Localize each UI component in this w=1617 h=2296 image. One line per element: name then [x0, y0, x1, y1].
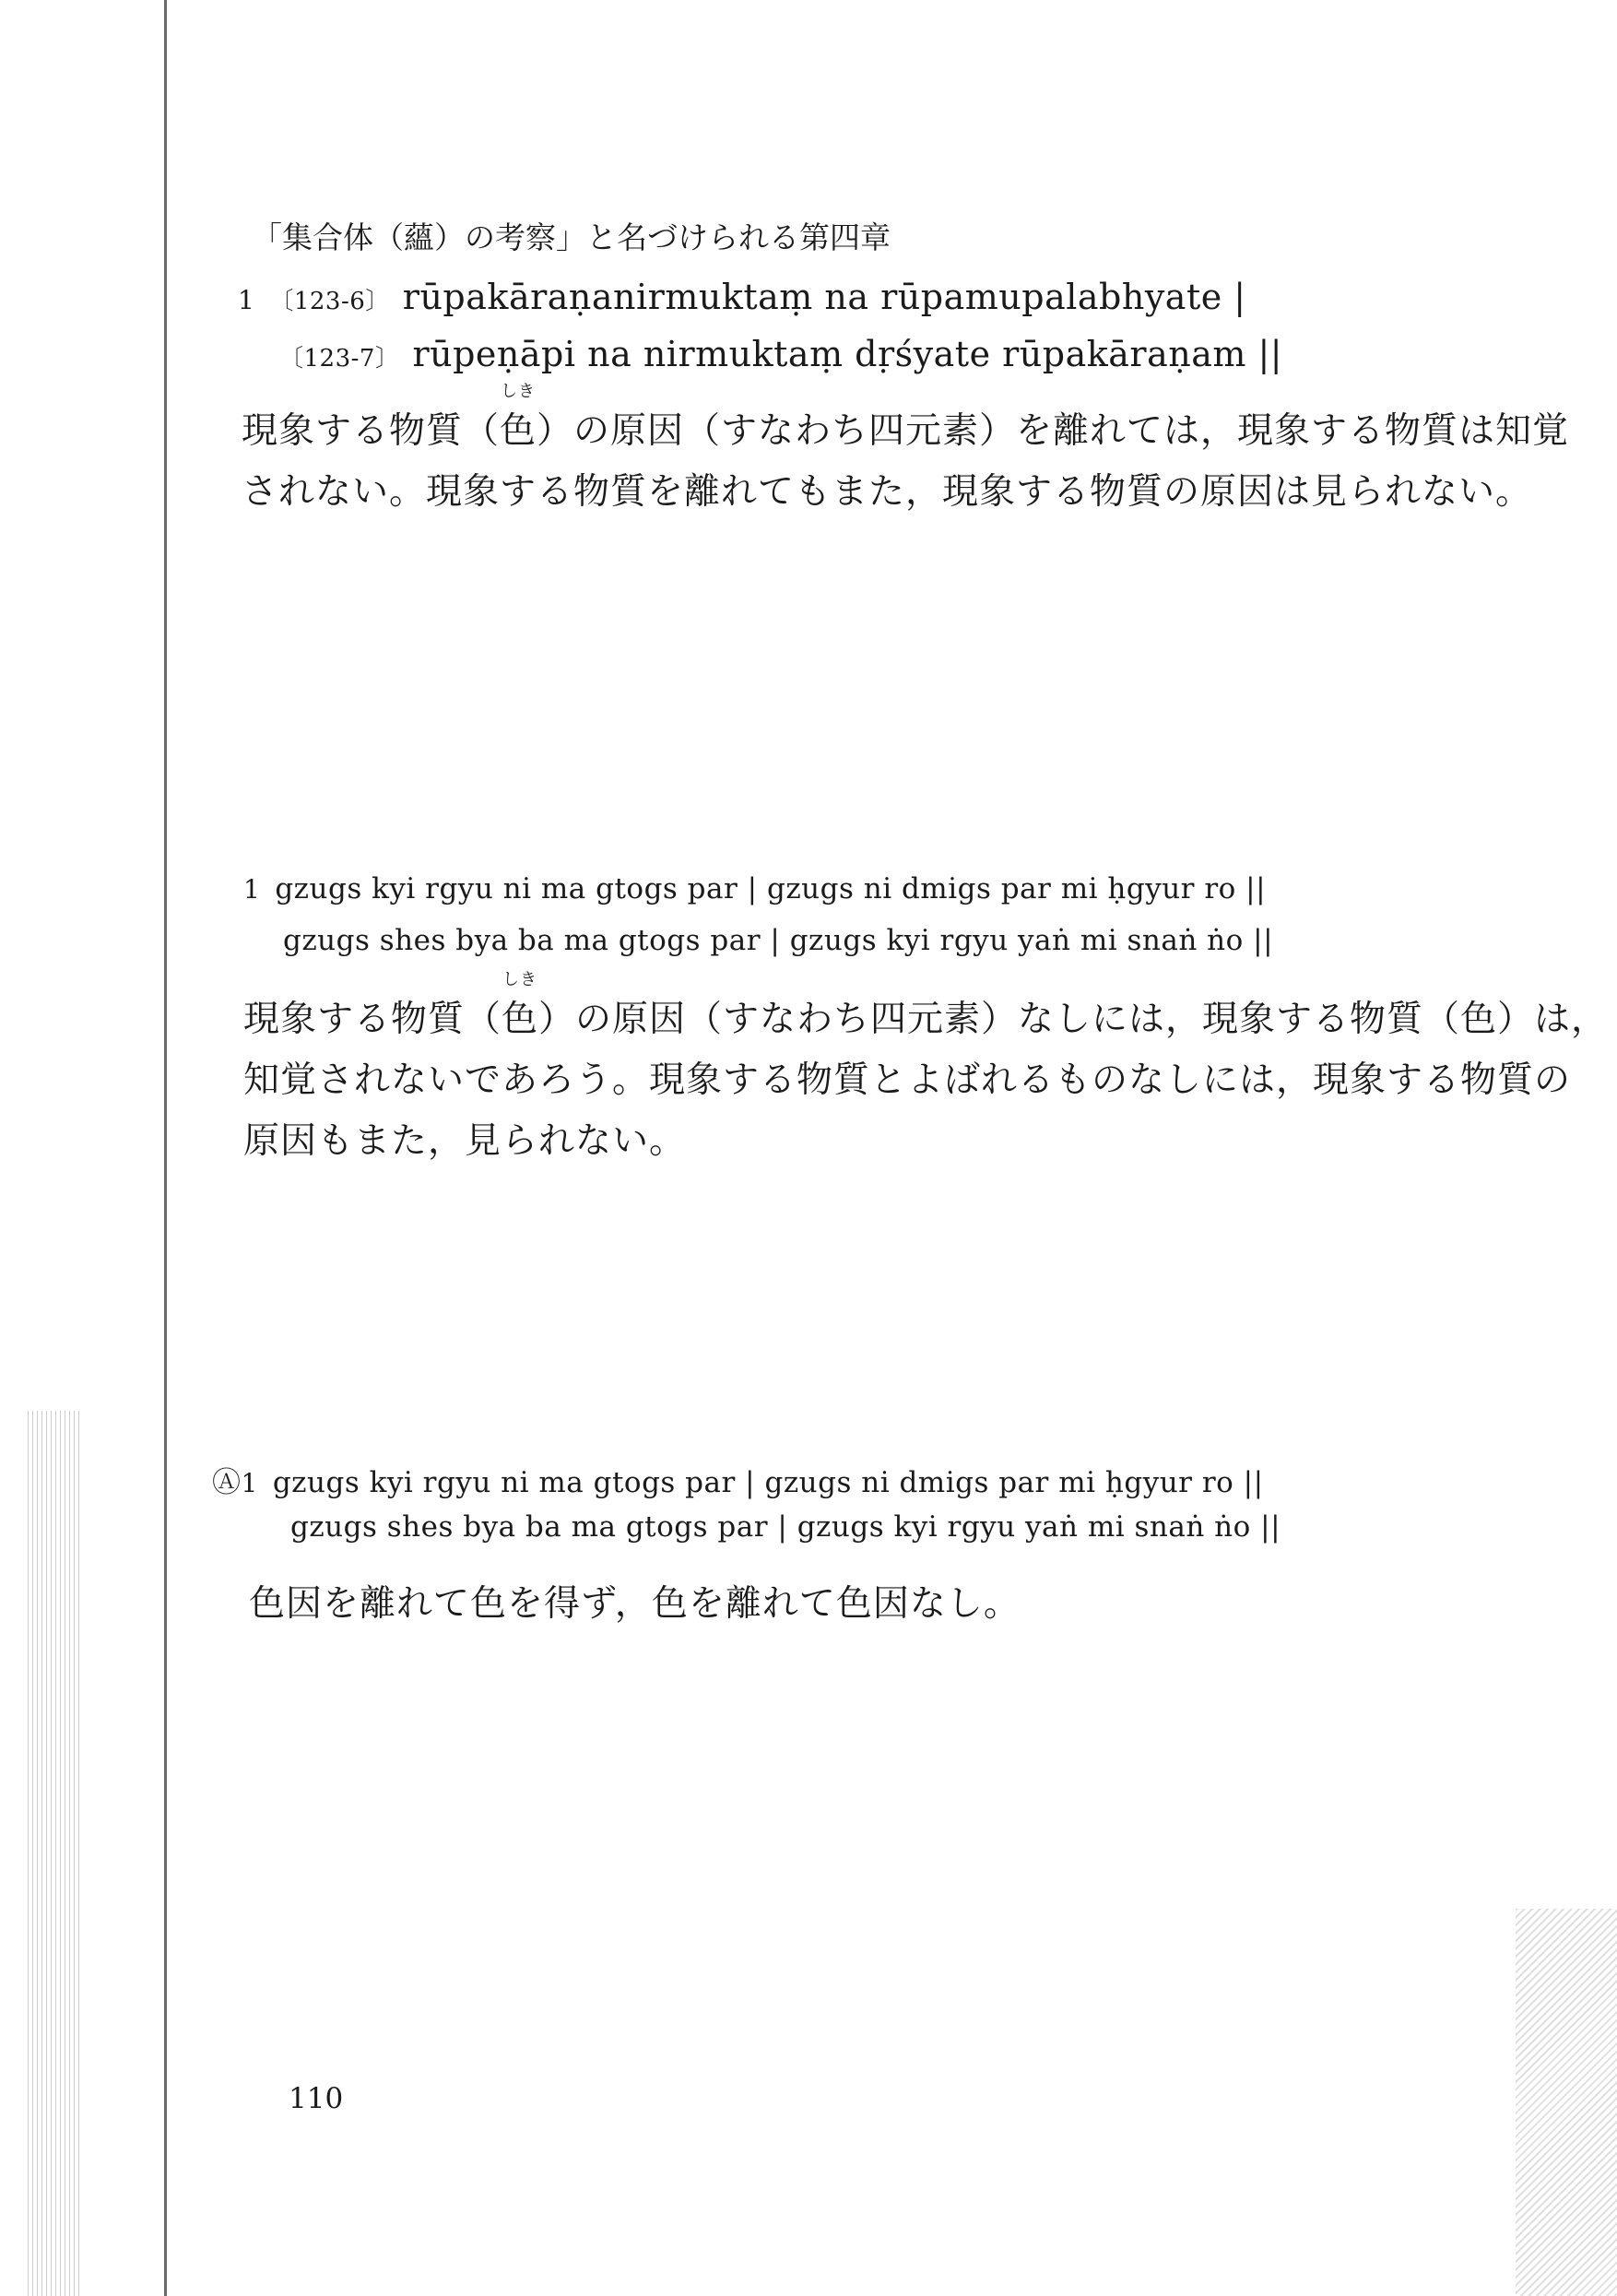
- tibetan-1-line-2: gzugs shes bya ba ma gtogs par | gzugs kyi rgyu yaṅ mi snaṅ ṅo ||: [283, 924, 1274, 957]
- tibetan-2-line-2: gzugs shes bya ba ma gtogs par | gzugs kyi rgyu yaṅ mi snaṅ ṅo ||: [290, 1510, 1281, 1544]
- ruby-annotation: [502, 970, 539, 1042]
- tibetan-1-line-1: [243, 872, 1266, 905]
- scan-corner-noise: [1516, 1909, 1617, 2296]
- sanskrit-line-1: [238, 277, 1246, 317]
- translation-2-line-1: [243, 970, 1609, 1042]
- verse-ref: 〔123-7〕: [279, 345, 400, 373]
- text-span: ）の原因（すなわち四元素）なしには，現象する物質（色）は，: [538, 999, 1609, 1040]
- tibetan-text: gzugs kyi rgyu ni ma gtogs par | gzugs ni dmigs par mi ḥgyur ro ||: [275, 872, 1267, 905]
- text-span: 現象する物質（: [243, 999, 502, 1040]
- ruby-reading: しき: [501, 382, 537, 401]
- ruby-base: 色: [500, 410, 537, 452]
- scan-edge-noise: [28, 1411, 83, 2296]
- text-span: 現象する物質（: [242, 410, 501, 452]
- page-number: 110: [289, 2082, 344, 2115]
- circled-a-marker: Ⓐ: [212, 1466, 242, 1499]
- tibetan-2-line-1: [212, 1459, 1264, 1500]
- translation-2-line-3: 原因もまた，見られない。: [243, 1120, 687, 1162]
- sanskrit-text: rūpeṇāpi na nirmuktaṃ dṛśyate rūpakāraṇam ||: [412, 334, 1283, 374]
- verse-number: 1: [241, 1468, 258, 1498]
- translation-2-line-2: 知覚されないであろう。現象する物質とよばれるものなしには，現象する物質の: [243, 1059, 1572, 1101]
- verse-ref: 〔123-6〕: [269, 288, 390, 315]
- sanskrit-line-2: [279, 334, 1282, 374]
- text-span: ）の原因（すなわち四元素）を離れては，現象する物質は知覚: [537, 410, 1570, 452]
- tibetan-text: gzugs kyi rgyu ni ma gtogs par | gzugs ni dmigs par mi ḥgyur ro ||: [272, 1466, 1264, 1499]
- chapter-heading: 「集合体（蘊）の考察」と名づけられる第四章: [252, 219, 891, 255]
- ruby-annotation: [500, 382, 537, 454]
- translation-3: 色因を離れて色を得ず，色を離れて色因なし。: [249, 1583, 1021, 1625]
- translation-1-line-1: [242, 382, 1570, 454]
- verse-number: 1: [243, 874, 261, 905]
- ruby-base: 色: [502, 999, 539, 1040]
- verse-number: 1: [238, 285, 255, 315]
- binding-edge: [164, 0, 167, 2296]
- ruby-reading: しき: [502, 970, 538, 989]
- sanskrit-text: rūpakāraṇanirmuktaṃ na rūpamupalabhyate |: [402, 277, 1246, 317]
- translation-1-line-2: されない。現象する物質を離れてもまた，現象する物質の原因は見られない。: [242, 471, 1533, 513]
